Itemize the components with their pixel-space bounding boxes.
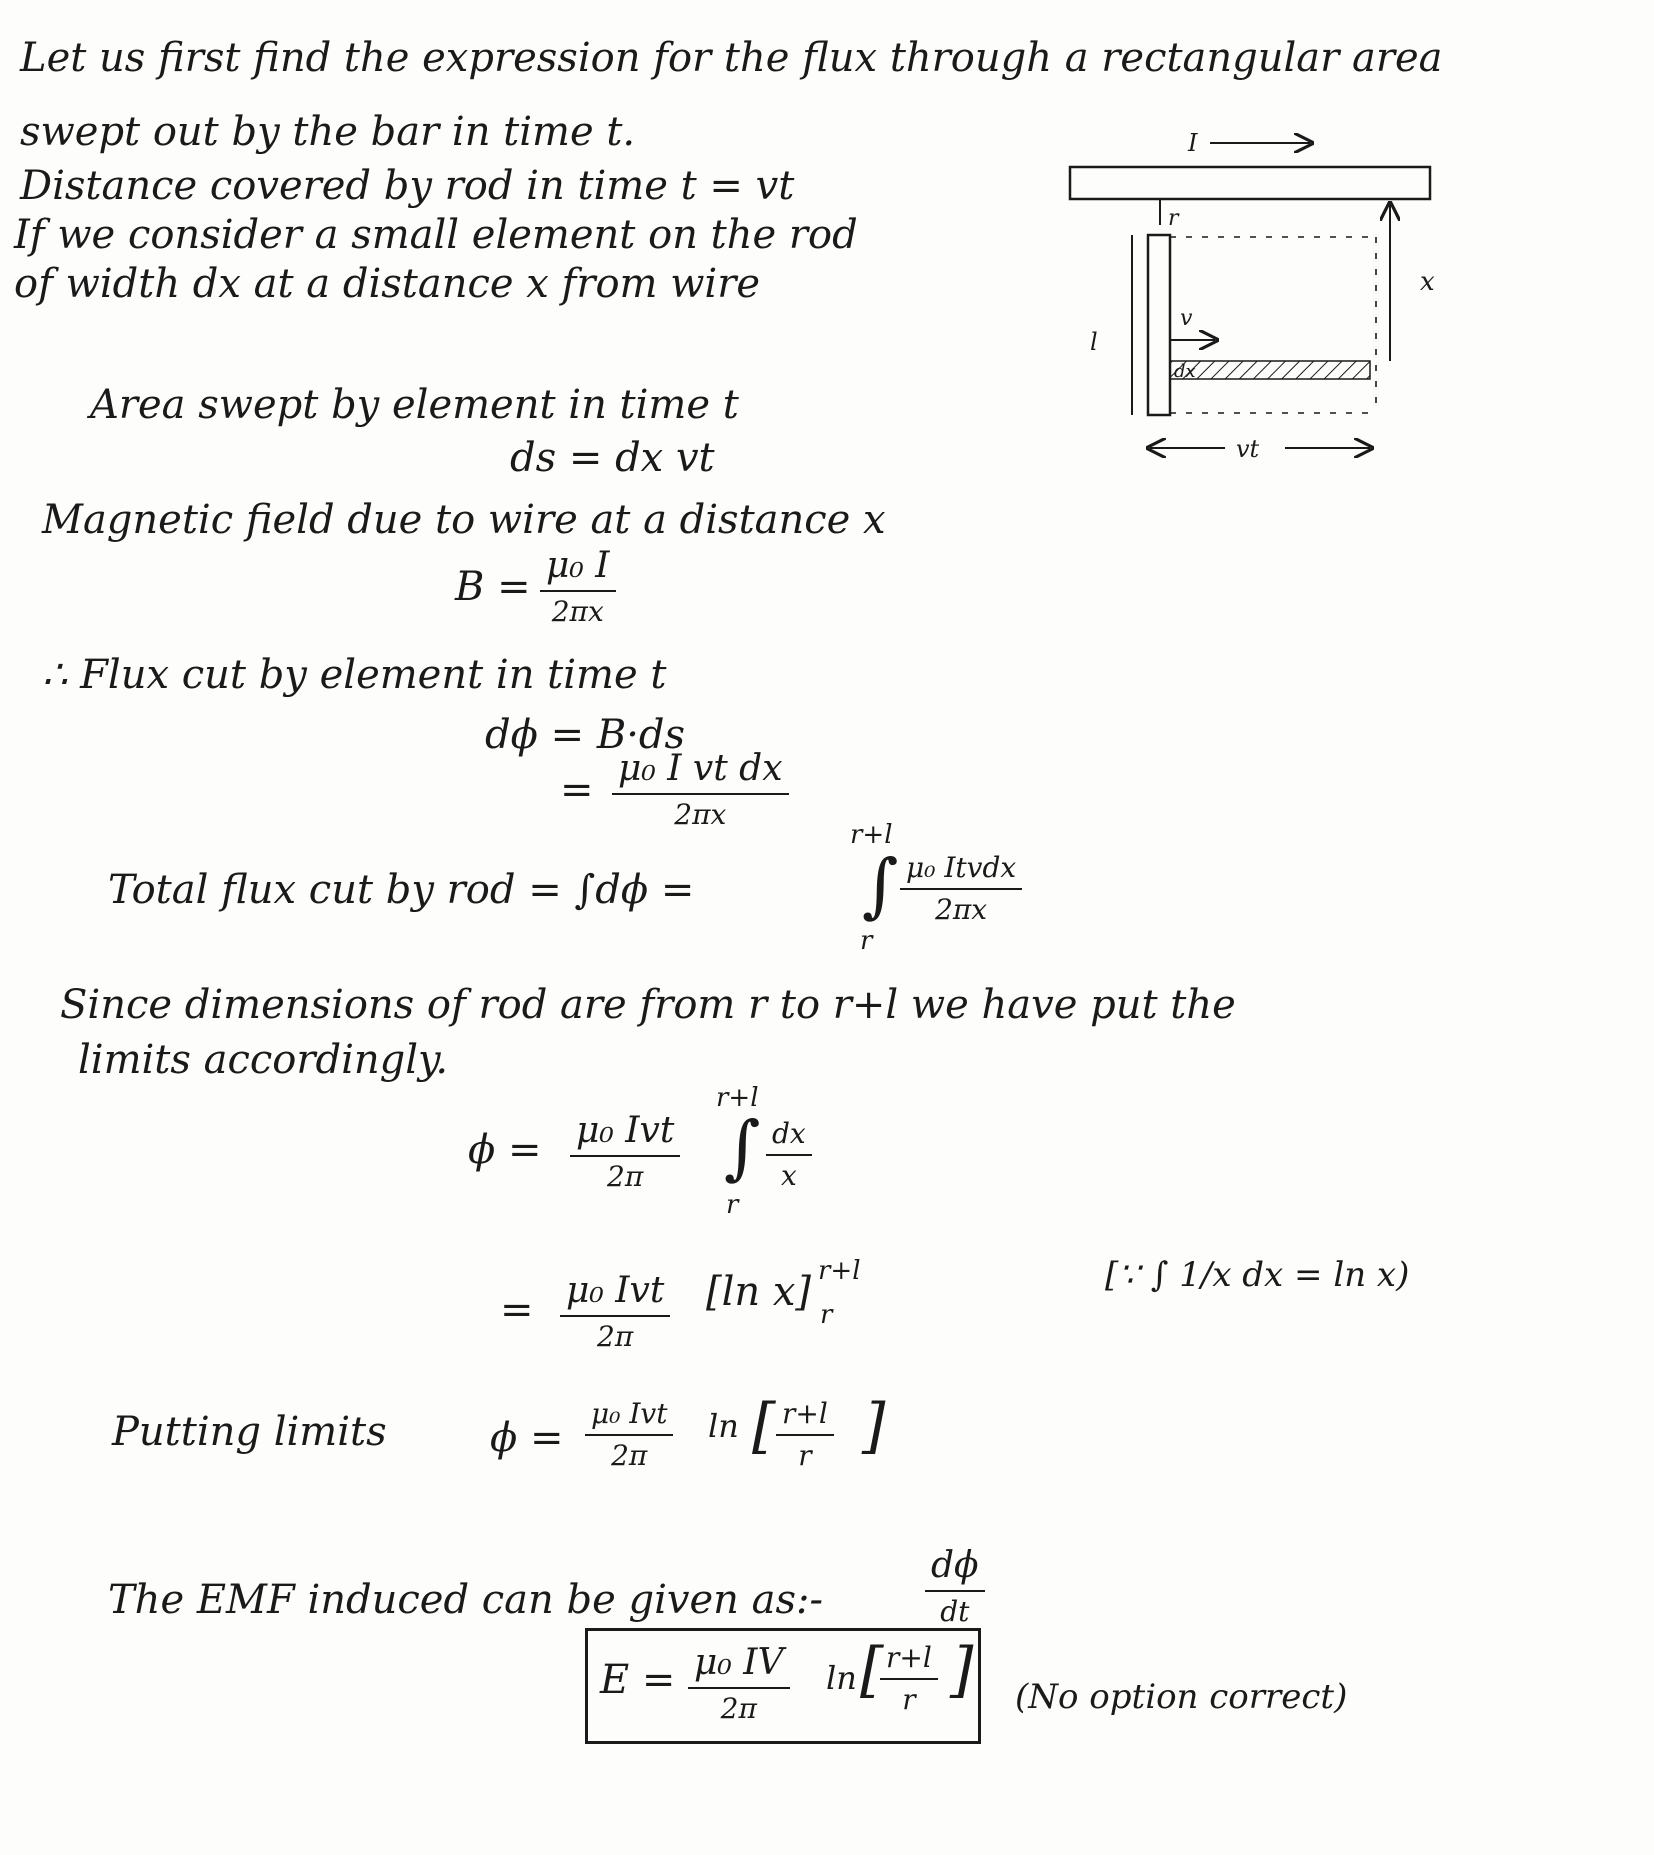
- text-line-element: If we consider a small element on the rod: [14, 212, 858, 258]
- svg-text:I: I: [1188, 129, 1198, 157]
- eq-dphi2-den: 2πx: [674, 798, 727, 832]
- text-limits-accordingly: limits accordingly.: [78, 1037, 449, 1083]
- eq-put-num: μ₀ Ivt: [585, 1398, 673, 1436]
- eq-put-den: 2π: [611, 1439, 648, 1473]
- svg-text:x: x: [1420, 267, 1435, 297]
- swept-area-outline: [1170, 237, 1376, 413]
- eq-total-upper: r+l: [850, 820, 893, 850]
- x-dimension: [1390, 205, 1435, 361]
- eq-final-lhs: E =: [600, 1657, 676, 1703]
- bracket-close: ]: [950, 1635, 974, 1705]
- eq-phi-fraction: [570, 1110, 680, 1194]
- text-line-width: of width dx at a distance x from wire: [14, 261, 761, 307]
- eq-ln-upper: r+l: [818, 1256, 861, 1286]
- eq-b-num: μ₀ I: [540, 545, 616, 592]
- eq-total-den: 2πx: [935, 893, 988, 927]
- note-integral-identity: [∵ ∫ 1/x dx = ln x): [1105, 1255, 1410, 1295]
- eq-total-lower: r: [860, 926, 873, 956]
- eq-total-fraction: [900, 852, 1022, 926]
- eq-dphi2-fraction: [612, 748, 789, 832]
- eq-total-flux-label: Total flux cut by rod = ∫dϕ =: [108, 867, 695, 913]
- eq-put-ln: ln: [708, 1407, 739, 1445]
- eq-emf-den: dt: [940, 1595, 970, 1629]
- eq-final-fraction: [688, 1642, 790, 1726]
- eq-final-in-den: r: [902, 1683, 916, 1717]
- text-putting-limits: Putting limits: [112, 1409, 387, 1455]
- integral-sign: ∫: [724, 1106, 761, 1188]
- eq-put-lhs: ϕ =: [490, 1415, 564, 1461]
- eq-ln-lower: r: [820, 1300, 833, 1330]
- vt-dimension: [1150, 435, 1370, 463]
- eq-ds: ds = dx vt: [510, 435, 715, 481]
- heading-magnetic-field: Magnetic field due to wire at a distance x: [42, 497, 886, 543]
- eq-phi-int-num: dx: [766, 1118, 812, 1156]
- eq-emf-num: dϕ: [925, 1545, 985, 1592]
- text-line-swept: swept out by the bar in time t.: [20, 109, 636, 155]
- eq-phi-num: μ₀ Ivt: [570, 1110, 680, 1157]
- eq-final-in-num: r+l: [880, 1642, 938, 1680]
- eq-phi-lower: r: [726, 1190, 739, 1220]
- eq-final-ln: ln: [826, 1659, 857, 1697]
- eq-final-inner-fraction: [880, 1642, 938, 1716]
- eq-final-num: μ₀ IV: [688, 1642, 790, 1689]
- eq-emf-fraction: [925, 1545, 985, 1629]
- note-no-option-correct: (No option correct): [1015, 1677, 1348, 1717]
- eq-put-in-den: r: [798, 1439, 812, 1473]
- eq-b-den: 2πx: [551, 595, 604, 629]
- bracket-open: [: [860, 1635, 884, 1705]
- eq-total-num: μ₀ Itvdx: [900, 852, 1022, 890]
- wire-bar: [1070, 167, 1430, 199]
- eq-ln-fraction: [560, 1270, 670, 1354]
- heading-emf: The EMF induced can be given as:-: [108, 1577, 823, 1623]
- text-since-dimensions: Since dimensions of rod are from r to r+l we have put the: [60, 982, 1236, 1028]
- r-label: [1160, 199, 1180, 231]
- svg-text:dx: dx: [1174, 361, 1196, 382]
- svg-text:l: l: [1090, 328, 1098, 356]
- eq-put-in-num: r+l: [776, 1398, 834, 1436]
- velocity-arrow: [1170, 306, 1215, 340]
- hatched-strip: [1170, 361, 1370, 382]
- eq-ln-den: 2π: [597, 1320, 634, 1354]
- eq-phi-den: 2π: [607, 1160, 644, 1194]
- eq-dphi: dϕ = B·ds: [485, 712, 686, 758]
- eq-ln-bracket: [ln x]: [706, 1269, 812, 1315]
- heading-area-swept: Area swept by element in time t: [90, 382, 739, 428]
- integral-sign: ∫: [862, 844, 899, 926]
- current-arrow: [1187, 129, 1310, 157]
- eq-b-lhs: B =: [455, 564, 531, 610]
- text-line-distance: Distance covered by rod in time t = vt: [20, 163, 795, 209]
- eq-phi-upper: r+l: [716, 1083, 759, 1113]
- eq-put-fraction: [585, 1398, 673, 1472]
- bracket-close: ]: [862, 1391, 886, 1461]
- svg-text:r: r: [1168, 206, 1179, 231]
- eq-ln-num: μ₀ Ivt: [560, 1270, 670, 1317]
- text-line-intro: Let us first find the expression for the flux through a rectangular area: [20, 35, 1443, 81]
- eq-dphi2-num: μ₀ I vt dx: [612, 748, 789, 795]
- eq-dphi2-lhs: =: [560, 767, 594, 813]
- eq-phi-int-fraction: [766, 1118, 812, 1192]
- eq-phi-lhs: ϕ =: [468, 1127, 542, 1173]
- eq-put-inner-fraction: [776, 1398, 834, 1472]
- eq-phi-int-den: x: [780, 1159, 797, 1193]
- eq-final-den: 2π: [720, 1692, 757, 1726]
- bracket-open: [: [752, 1391, 776, 1461]
- eq-b-fraction: [540, 545, 616, 629]
- svg-text:v: v: [1180, 306, 1193, 331]
- eq-ln-lhs: =: [500, 1287, 534, 1333]
- svg-text:vt: vt: [1236, 435, 1260, 463]
- rod: [1148, 235, 1170, 415]
- heading-flux-element: ∴ Flux cut by element in time t: [42, 652, 667, 698]
- l-dimension: [1090, 235, 1132, 415]
- rod-wire-diagram: [1040, 125, 1460, 485]
